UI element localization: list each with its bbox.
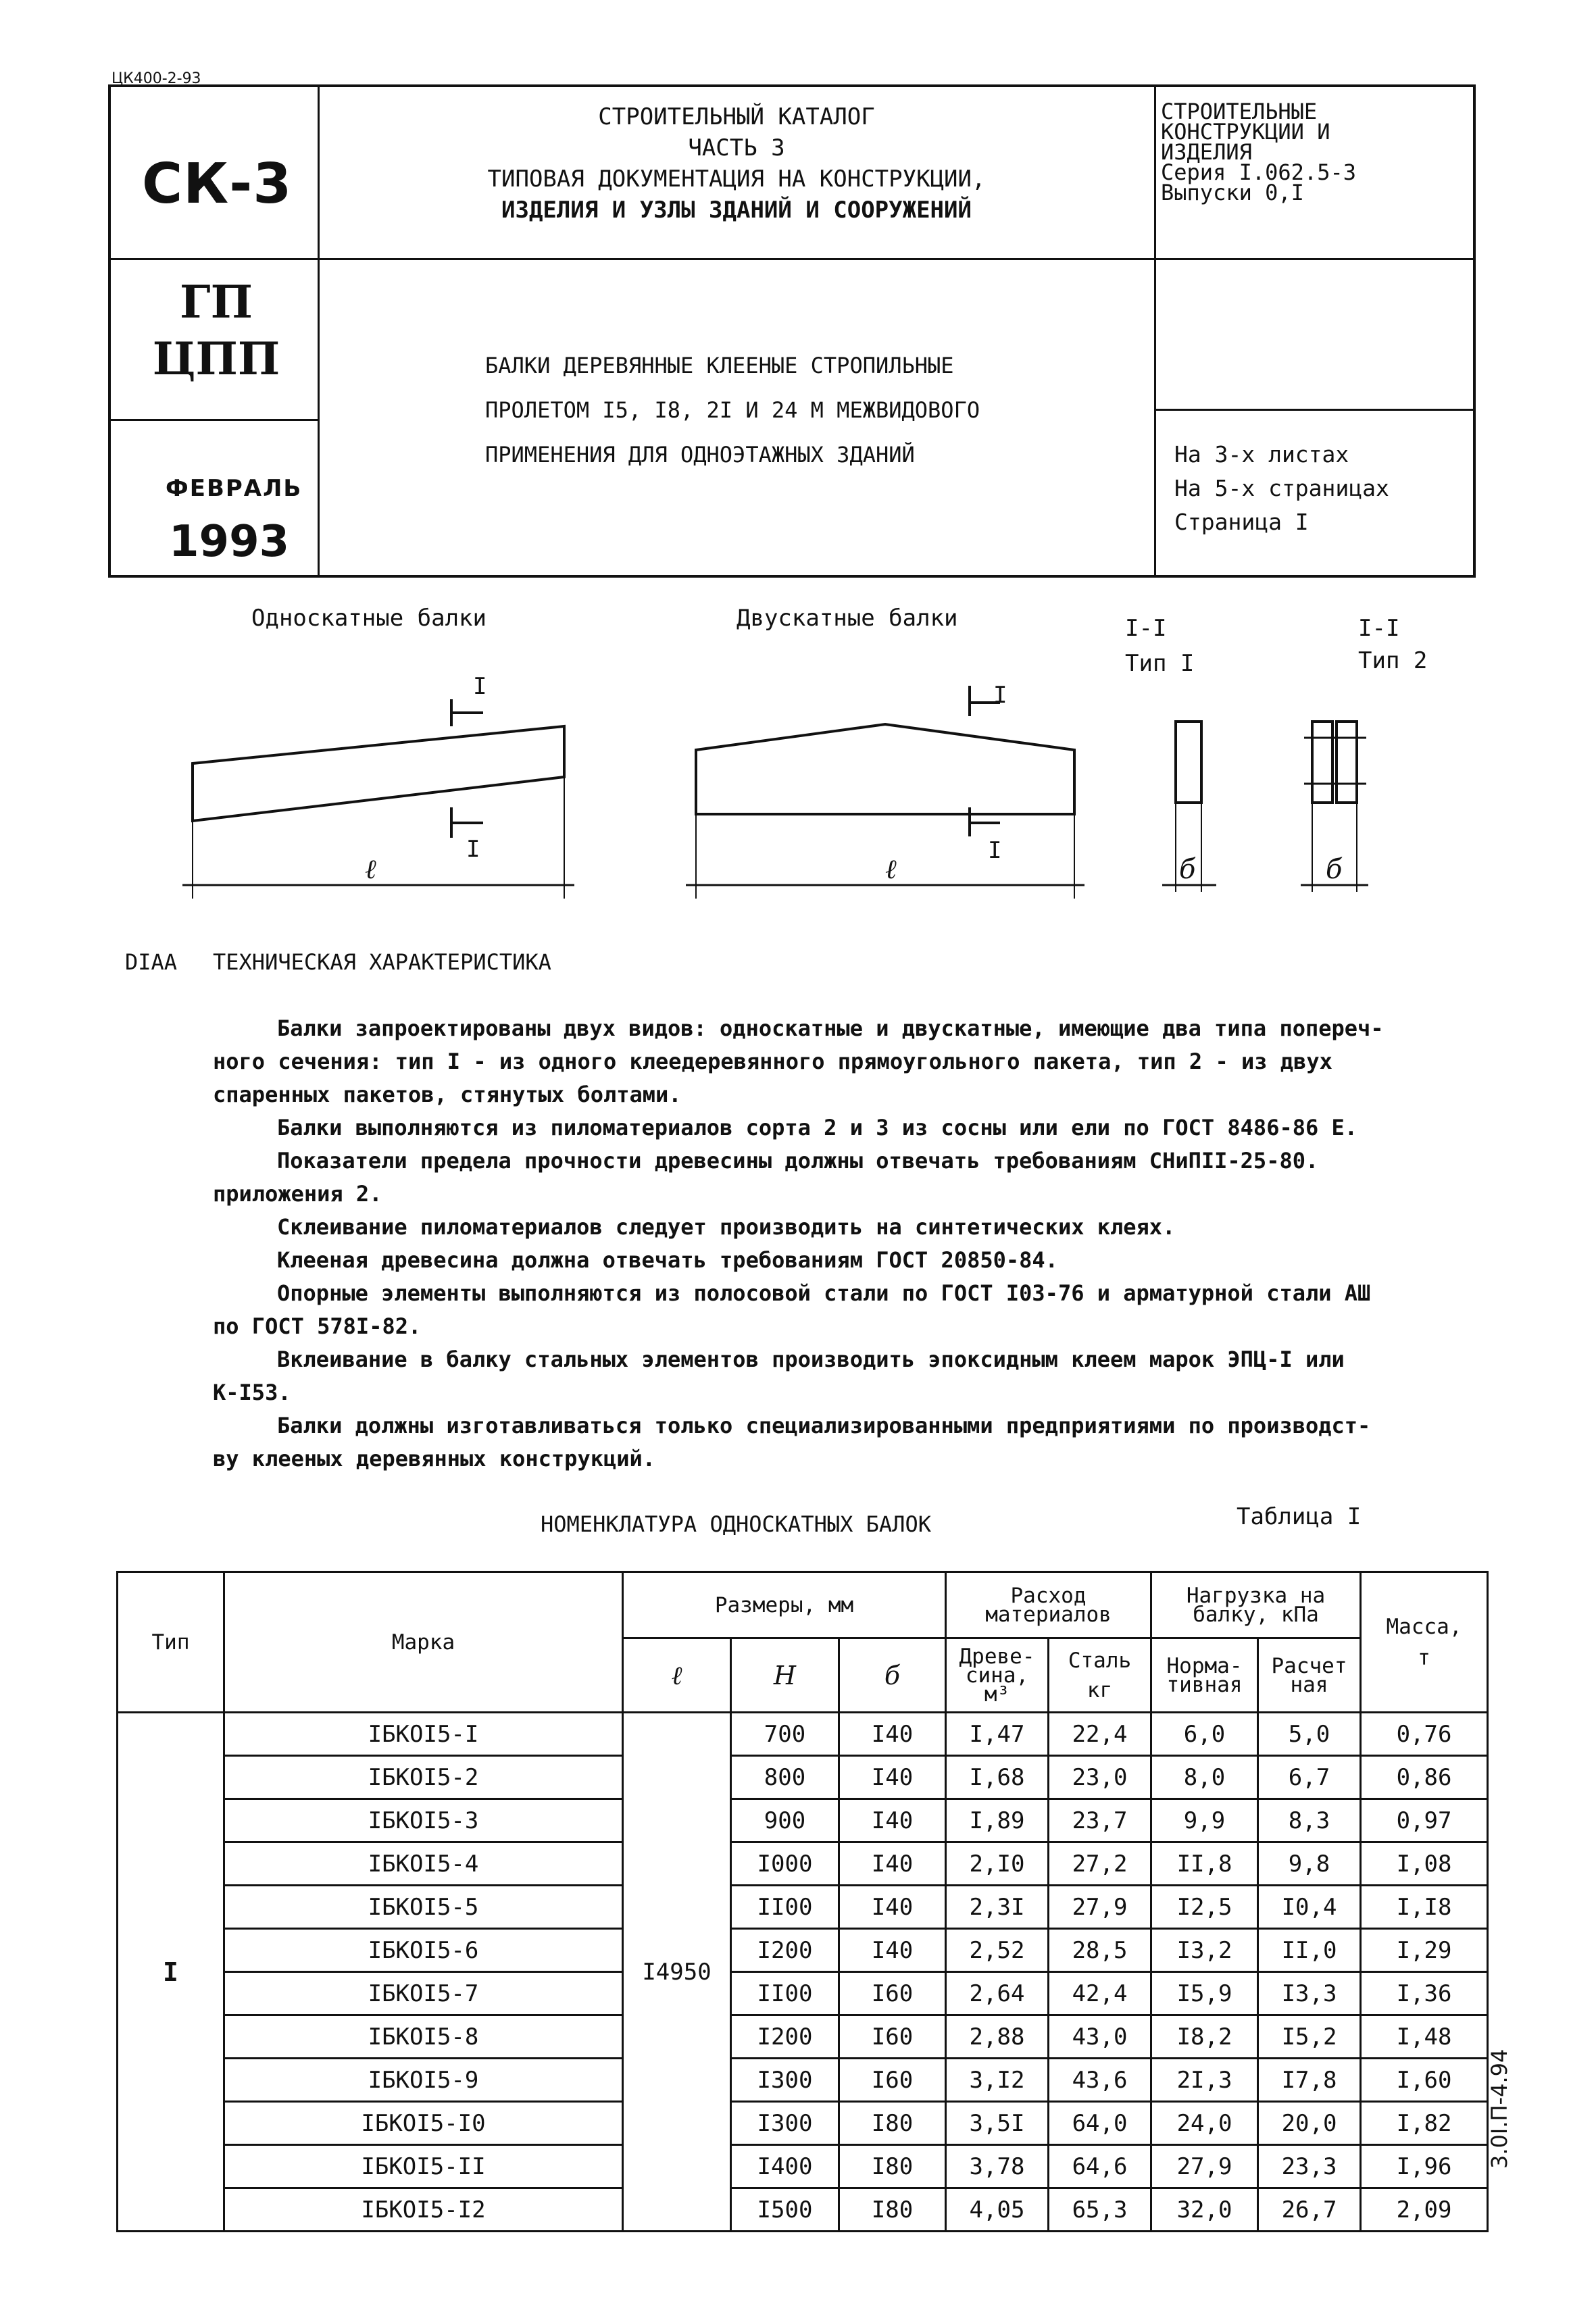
cut-mark: I (466, 836, 480, 863)
cell-calc: 26,7 (1258, 2188, 1361, 2232)
cell-length: I4950 (623, 1713, 731, 2232)
series-line: Серия I.062.5-3 (1161, 159, 1356, 185)
cell-norm: 6,0 (1151, 1713, 1258, 1756)
catalog-line: ИЗДЕЛИЯ И УЗЛЫ ЗДАНИЙ И СООРУЖЕНИЙ (501, 197, 972, 224)
cell-wood: 2,64 (946, 1972, 1049, 2015)
cell-wood: I,68 (946, 1756, 1049, 1799)
paragraph-line: Склеивание пиломатериалов следует производить на синтетических клеях. (277, 1214, 1176, 1240)
type2-label: Тип 2 (1358, 647, 1428, 674)
title-line: БАЛКИ ДЕРЕВЯННЫЕ КЛЕЕНЫЕ СТРОПИЛЬНЫЕ (485, 353, 954, 378)
cell-mass: I,36 (1361, 1972, 1488, 2015)
cell-norm: I2,5 (1151, 1886, 1258, 1929)
cell-b: I60 (839, 2015, 946, 2059)
catalog-line: ЧАСТЬ 3 (688, 134, 785, 161)
cell-mass: I,96 (1361, 2145, 1488, 2188)
span-mark: ℓ (885, 854, 897, 885)
cell-h: 800 (731, 1756, 839, 1799)
cell-mark: IБКОI5-9 (224, 2059, 623, 2102)
paragraph-line: спаренных пакетов, стянутых болтами. (213, 1082, 682, 1107)
organization-line: ГП (180, 276, 253, 328)
cell-mark: IБКОI5-6 (224, 1929, 623, 1972)
cell-calc: I3,3 (1258, 1972, 1361, 2015)
issue-year: 1993 (169, 517, 290, 567)
cell-wood: 2,52 (946, 1929, 1049, 1972)
cell-calc: I7,8 (1258, 2059, 1361, 2102)
cell-wood: 3,78 (946, 2145, 1049, 2188)
catalog-code: СК-3 (142, 152, 293, 216)
cell-wood: 2,I0 (946, 1842, 1049, 1886)
table-row (118, 2145, 1488, 2188)
header-calculated (1258, 1638, 1361, 1713)
cell-h: 700 (731, 1713, 839, 1756)
header-wood-line: сина, (965, 1663, 1029, 1688)
cell-b: I60 (839, 1972, 946, 2015)
cell-b: I40 (839, 1886, 946, 1929)
cell-calc: 23,3 (1258, 2145, 1361, 2188)
header-mass-line: т (1418, 1645, 1430, 1670)
cell-norm: I5,9 (1151, 1972, 1258, 2015)
paragraph-line: Показатели предела прочности древесины должны отвечать требованиям СНиПII-25-80. (277, 1148, 1319, 1174)
cut-mark: I (993, 682, 1007, 709)
paragraph-line: ного сечения: тип I - из одного клеедеревянного прямоугольного пакета, тип 2 - из двух (213, 1049, 1332, 1074)
header-wood-line: м³ (984, 1682, 1010, 1707)
cell-b: I40 (839, 1799, 946, 1842)
table-label: Таблица I (1237, 1503, 1362, 1530)
issue-month: ФЕВРАЛЬ (166, 475, 303, 502)
cell-b: I40 (839, 1929, 946, 1972)
cell-steel: 23,0 (1049, 1756, 1151, 1799)
header-consumption-line: материалов (985, 1602, 1112, 1627)
header-mass (1361, 1572, 1488, 1713)
cell-wood: 2,3I (946, 1886, 1049, 1929)
header-height: H (731, 1638, 839, 1713)
table-row (118, 2015, 1488, 2059)
table-row (118, 1972, 1488, 2015)
cell-norm: 24,0 (1151, 2102, 1258, 2145)
section-type2-rect-left (1312, 722, 1332, 803)
section-label-type2: I-I (1358, 615, 1400, 642)
table-title: НОМЕНКЛАТУРА ОДНОСКАТНЫХ БАЛОК (541, 1511, 931, 1537)
cell-h: I200 (731, 2015, 839, 2059)
header-normative-line: тивная (1166, 1672, 1243, 1697)
header-load-line: Нагрузка на (1186, 1583, 1326, 1608)
cell-wood: I,89 (946, 1799, 1049, 1842)
cell-calc: 20,0 (1258, 2102, 1361, 2145)
cell-b: I40 (839, 1713, 946, 1756)
header-type: Тип (118, 1572, 224, 1713)
cell-norm: 27,9 (1151, 2145, 1258, 2188)
catalog-line: СТРОИТЕЛЬНЫЙ КАТАЛОГ (598, 103, 875, 130)
cell-mass: 0,86 (1361, 1756, 1488, 1799)
header-steel-line: кг (1087, 1678, 1113, 1703)
cell-mark: IБКОI5-7 (224, 1972, 623, 2015)
cell-mark: IБКОI5-2 (224, 1756, 623, 1799)
cell-wood: 3,I2 (946, 2059, 1049, 2102)
cell-wood: 2,88 (946, 2015, 1049, 2059)
nomenclature-table (116, 1571, 1489, 2232)
paragraph-line: Опорные элементы выполняются из полосовой стали по ГОСТ I03-76 и арматурной стали АШ (277, 1280, 1371, 1306)
cell-norm: 32,0 (1151, 2188, 1258, 2232)
section-label-type1: I-I (1125, 615, 1167, 642)
header-normative-line: Норма- (1166, 1653, 1243, 1678)
series-line: Выпуски 0,I (1161, 180, 1304, 205)
width-mark: б (1179, 854, 1196, 885)
header-calculated-line: Расчет (1271, 1653, 1347, 1678)
cell-h: 900 (731, 1799, 839, 1842)
cell-wood: 4,05 (946, 2188, 1049, 2232)
section-type1-rect (1176, 722, 1201, 803)
cell-steel: 65,3 (1049, 2188, 1151, 2232)
catalog-line: ТИПОВАЯ ДОКУМЕНТАЦИЯ НА КОНСТРУКЦИИ, (487, 166, 986, 193)
cell-b: I60 (839, 2059, 946, 2102)
cell-norm: 9,9 (1151, 1799, 1258, 1842)
title-line: ПРИМЕНЕНИЯ ДЛЯ ОДНОЭТАЖНЫХ ЗДАНИЙ (485, 442, 915, 468)
cell-h: I300 (731, 2059, 839, 2102)
single-slope-label: Односкатные балки (251, 605, 487, 632)
width-mark: б (1326, 854, 1343, 885)
cell-h: I000 (731, 1842, 839, 1886)
cell-h: II00 (731, 1972, 839, 2015)
cell-steel: 64,0 (1049, 2102, 1151, 2145)
pages-line: На 3-х листах (1174, 441, 1349, 468)
cell-steel: 28,5 (1049, 1929, 1151, 1972)
section-type2-rect-right (1337, 722, 1357, 803)
paragraph-line: К-I53. (213, 1380, 291, 1405)
table-body (118, 1713, 1488, 2232)
side-code: 3.0I.П-4.94 (1487, 2048, 1512, 2169)
cell-norm: 8,0 (1151, 1756, 1258, 1799)
header-consumption-line: Расход (1010, 1583, 1087, 1608)
cell-calc: II,0 (1258, 1929, 1361, 1972)
cell-mass: 2,09 (1361, 2188, 1488, 2232)
header-mass-line: Масса, (1386, 1614, 1462, 1639)
header-consumption (946, 1572, 1151, 1638)
cell-mark: IБКОI5-8 (224, 2015, 623, 2059)
organization-line: ЦПП (152, 332, 280, 385)
cell-mass: I,I8 (1361, 1886, 1488, 1929)
series-line: КОНСТРУКЦИИ И (1161, 119, 1330, 145)
section-code: DIAA (125, 949, 178, 975)
cell-mass: 0,76 (1361, 1713, 1488, 1756)
paragraph-line: по ГОСТ 578I-82. (213, 1313, 422, 1339)
cell-steel: 43,6 (1049, 2059, 1151, 2102)
header-wood-line: Древе- (959, 1644, 1035, 1669)
header-calculated-line: ная (1290, 1672, 1328, 1697)
cell-mass: I,29 (1361, 1929, 1488, 1972)
cell-mark: IБКОI5-5 (224, 1886, 623, 1929)
table-row (118, 2059, 1488, 2102)
cell-steel: 27,9 (1049, 1886, 1151, 1929)
pages-line: Страница I (1174, 509, 1309, 535)
cell-steel: 22,4 (1049, 1713, 1151, 1756)
section-title: ТЕХНИЧЕСКАЯ ХАРАКТЕРИСТИКА (213, 949, 551, 975)
cut-mark: I (988, 837, 1002, 864)
table-row (118, 2188, 1488, 2232)
paragraph-line: приложения 2. (213, 1181, 382, 1207)
cell-b: I80 (839, 2102, 946, 2145)
cell-type: I (118, 1713, 224, 2232)
cell-steel: 64,6 (1049, 2145, 1151, 2188)
cell-calc: 5,0 (1258, 1713, 1361, 1756)
cell-b: I40 (839, 1842, 946, 1886)
paragraph-line: ву клееных деревянных конструкций. (213, 1446, 656, 1472)
paragraph-line: Балки запроектированы двух видов: односкатные и двускатные, имеющие два типа попереч- (277, 1015, 1384, 1041)
span-mark: ℓ (365, 854, 376, 885)
cell-wood: I,47 (946, 1713, 1049, 1756)
cell-steel: 23,7 (1049, 1799, 1151, 1842)
cell-h: II00 (731, 1886, 839, 1929)
header-steel (1049, 1638, 1151, 1713)
cell-b: I40 (839, 1756, 946, 1799)
header-load (1151, 1572, 1361, 1638)
pages-line: На 5-х страницах (1174, 475, 1389, 501)
cell-h: I300 (731, 2102, 839, 2145)
cell-norm: 2I,3 (1151, 2059, 1258, 2102)
cell-norm: I3,2 (1151, 1929, 1258, 1972)
header-steel-line: Сталь (1068, 1648, 1132, 1673)
cell-steel: 43,0 (1049, 2015, 1151, 2059)
table-row (118, 1799, 1488, 1842)
cell-h: I400 (731, 2145, 839, 2188)
header-load-line: балку, кПа (1193, 1602, 1319, 1627)
cell-mass: I,08 (1361, 1842, 1488, 1886)
cell-mass: 0,97 (1361, 1799, 1488, 1842)
cell-norm: II,8 (1151, 1842, 1258, 1886)
tech-description (213, 1012, 1384, 1476)
header-wood (946, 1638, 1049, 1713)
paragraph-line: Клееная древесина должна отвечать требованиям ГОСТ 20850-84. (277, 1247, 1058, 1273)
series-line: ИЗДЕЛИЯ (1161, 139, 1252, 165)
double-slope-label: Двускатные балки (737, 605, 958, 632)
header-mark: Марка (224, 1572, 623, 1713)
cell-h: I500 (731, 2188, 839, 2232)
cell-wood: 3,5I (946, 2102, 1049, 2145)
header-length: ℓ (623, 1638, 731, 1713)
header-normative (1151, 1638, 1258, 1713)
cell-mark: IБКОI5-I (224, 1713, 623, 1756)
type1-label: Тип I (1125, 650, 1195, 677)
cell-mass: I,60 (1361, 2059, 1488, 2102)
table-row (118, 2102, 1488, 2145)
cell-b: I80 (839, 2188, 946, 2232)
cell-h: I200 (731, 1929, 839, 1972)
paragraph-line: Балки выполняются из пиломатериалов сорта 2 и 3 из сосны или ели по ГОСТ 8486-86 Е. (277, 1115, 1358, 1140)
cell-b: I80 (839, 2145, 946, 2188)
cell-norm: I8,2 (1151, 2015, 1258, 2059)
cell-mass: I,48 (1361, 2015, 1488, 2059)
cell-calc: I0,4 (1258, 1886, 1361, 1929)
paragraph-line: Вклеивание в балку стальных элементов производить эпоксидным клеем марок ЭПЦ-I или (277, 1347, 1345, 1372)
cell-steel: 27,2 (1049, 1842, 1151, 1886)
title-line: ПРОЛЕТОМ I5, I8, 2I И 24 М МЕЖВИДОВОГО (485, 397, 980, 423)
series-line: СТРОИТЕЛЬНЫЕ (1161, 99, 1318, 124)
header-dimensions: Размеры, мм (623, 1572, 946, 1638)
cell-calc: 6,7 (1258, 1756, 1361, 1799)
double-slope-beam (696, 724, 1074, 814)
table-row (118, 1713, 1488, 1756)
cell-calc: I5,2 (1258, 2015, 1361, 2059)
cell-steel: 42,4 (1049, 1972, 1151, 2015)
cell-calc: 8,3 (1258, 1799, 1361, 1842)
cell-mass: I,82 (1361, 2102, 1488, 2145)
table-row (118, 1929, 1488, 1972)
cell-calc: 9,8 (1258, 1842, 1361, 1886)
cell-mark: IБКОI5-3 (224, 1799, 623, 1842)
single-slope-beam (193, 726, 564, 821)
header-width: б (839, 1638, 946, 1713)
cell-mark: IБКОI5-II (224, 2145, 623, 2188)
cell-mark: IБКОI5-I2 (224, 2188, 623, 2232)
document-code: ЦК400-2-93 (111, 70, 201, 87)
cut-mark: I (473, 673, 487, 700)
cell-mark: IБКОI5-I0 (224, 2102, 623, 2145)
paragraph-line: Балки должны изготавливаться только специализированными предприятиями по производст- (277, 1413, 1371, 1438)
cell-mark: IБКОI5-4 (224, 1842, 623, 1886)
table-row (118, 1756, 1488, 1799)
beam-drawings (0, 0, 1596, 946)
table-row (118, 1886, 1488, 1929)
table-row (118, 1842, 1488, 1886)
